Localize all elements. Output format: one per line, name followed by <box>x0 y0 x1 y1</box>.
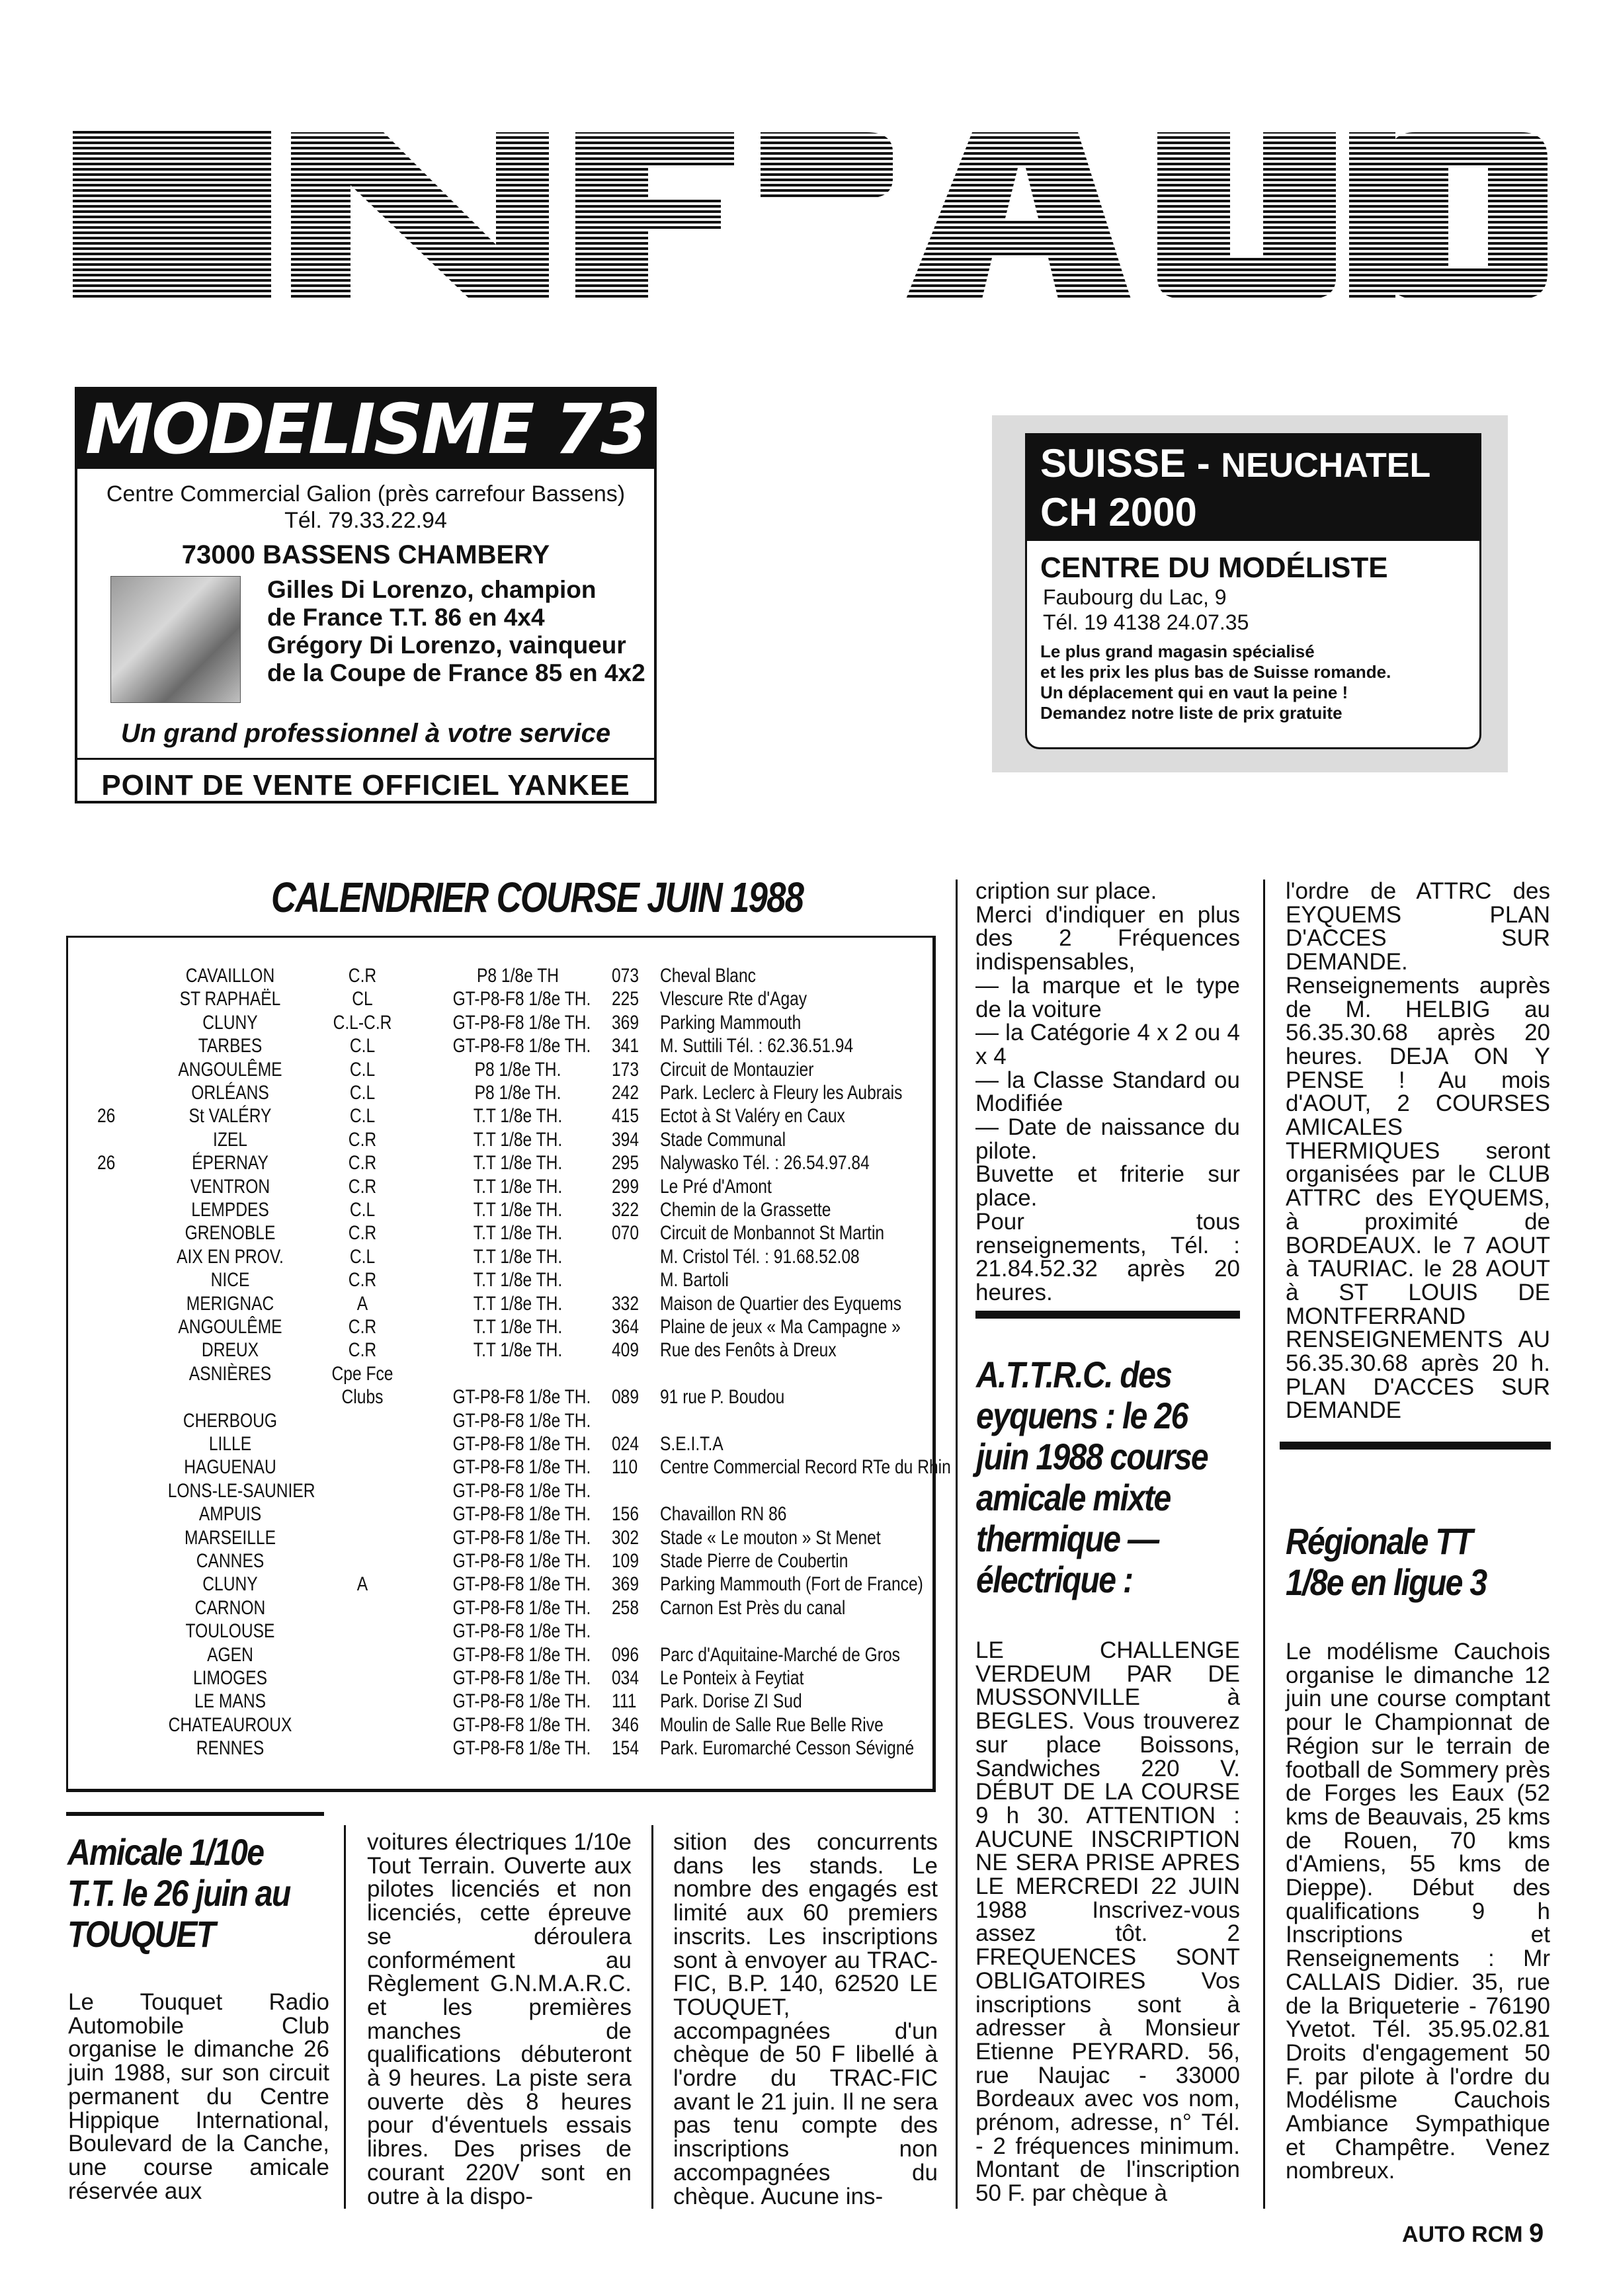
calendar-city: GRENOBLE <box>185 1222 276 1245</box>
calendar-place: Park. Leclerc à Fleury les Aubrais <box>660 1082 903 1104</box>
calendar-place: M. Suttili Tél. : 62.36.51.94 <box>660 1035 854 1057</box>
calendar-class: A <box>356 1573 368 1596</box>
champion-line: Grégory Di Lorenzo, vainqueur <box>267 632 626 659</box>
calendar-category: T.T 1/8e TH. <box>473 1105 563 1128</box>
headline-line: A.T.T.R.C. des <box>976 1354 1172 1395</box>
calendar-row <box>68 1245 932 1268</box>
calendar-class: C.L <box>349 1199 376 1221</box>
calendar-place: Le Pré d'Amont <box>660 1175 772 1198</box>
calendar-city: LEMPDES <box>191 1199 269 1221</box>
calendar-place: 91 rue P. Boudou <box>660 1386 785 1409</box>
calendar-row <box>68 1362 932 1385</box>
calendar-city: LIMOGES <box>192 1667 268 1689</box>
calendar-city: CHERBOUG <box>183 1409 278 1432</box>
calendar-row <box>68 1058 932 1081</box>
paragraph: Buvette et friterie sur place. <box>975 1161 1240 1211</box>
calendar-city: ST RAPHAËL <box>179 988 281 1010</box>
calendar-category: GT-P8-F8 1/8e TH. <box>452 1011 591 1034</box>
calendar-class: C.L <box>349 1082 376 1104</box>
calendar-row <box>68 1432 932 1456</box>
column-rule <box>344 1825 346 2209</box>
headline-line: thermique — <box>976 1518 1159 1559</box>
calendar-dept: 089 <box>612 1386 640 1409</box>
calendar-row <box>68 1034 932 1057</box>
calendar-place: Stade « Le mouton » St Menet <box>660 1526 881 1549</box>
calendar-dept: 242 <box>612 1082 640 1104</box>
attrc-body: LE CHALLENGE VERDEUM PAR DE MUSSONVILLE à BEGLES. Vous trouverez sur place Boissons, Sandwiches 220 V. DÉBUT DE LA COURSE 9 h 30. ATTENTION : AUCUNE INSCRIPTION NE SERA PRISE APRES LE MERCREDI 22 JUIN 1988 Inscrivez-vous assez tôt. 2 FREQUENCES SONT OBLIGATOIRES Vos inscriptions sont à adresser à Monsieur Etienne PEYRARD. 56, rue Naujac - 33000 Bordeaux avec vos nom, prénom, adresse, n° Tél. - 2 fréquences minimum. Montant de l'inscription 50 F. par chèque à <box>975 1637 1240 2207</box>
regionale-headline <box>1286 1521 1536 1603</box>
calendar-row <box>68 1596 932 1620</box>
calendar-category: T.T 1/8e TH. <box>473 1175 563 1198</box>
calendar-city: LILLE <box>208 1433 252 1455</box>
ad-address: Centre Commercial Galion (près carrefour Bassens) <box>106 481 626 507</box>
calendar-row <box>68 1690 932 1713</box>
calendar-category: T.T 1/8e TH. <box>473 1222 563 1245</box>
divider <box>77 758 654 760</box>
ad-logo: MODELISME 73 <box>77 390 654 469</box>
calendar-class: C.L-C.R <box>333 1011 392 1034</box>
calendar-place: Moulin de Salle Rue Belle Rive <box>660 1713 884 1736</box>
headline-line: T.T. le 26 juin au <box>67 1872 290 1914</box>
calendar-dept: 156 <box>612 1503 640 1526</box>
calendar-category: GT-P8-F8 1/8e TH. <box>452 1620 591 1643</box>
calendar-category: GT-P8-F8 1/8e TH. <box>452 1386 591 1409</box>
calendar-city: CAVAILLON <box>185 965 275 987</box>
calendar-dept: 364 <box>612 1316 640 1338</box>
calendar-category: T.T 1/8e TH. <box>473 1316 563 1338</box>
calendar-city: CLUNY <box>202 1573 258 1596</box>
calendar-row <box>68 1666 932 1690</box>
champion-line: de la Coupe de France 85 en 4x2 <box>267 659 645 686</box>
ad-tagline: Un déplacement qui en vaut la peine ! <box>1040 682 1348 702</box>
calendar-place: Circuit de Montauzier <box>660 1058 814 1081</box>
right-top-text: l'ordre de ATTRC des EYQUEMS PLAN D'ACCES SUR DEMANDE. Renseignements auprès de M. HELBIG au 56.35.30.68 après 20 heures. DEJA ON Y PENSE ! Au mois d'AOUT, 2 COURSES AMICALES THERMIQUES seront organisées par le CLUB ATTRC des EYQUEMS, à proximité de BORDEAUX. le 7 AOUT à TAURIAC. le 28 AOUT à ST LOUIS DE MONTFERRAND RENSEIGNEMENTS AU 56.35.30.68 après 20 h. PLAN D'ACCES SUR DEMANDE <box>1286 878 1550 1424</box>
calendar-row <box>68 1549 932 1573</box>
headline-line: Amicale 1/10e <box>67 1831 264 1873</box>
calendar-day: 26 <box>97 1105 116 1128</box>
calendar-dept: 299 <box>612 1175 640 1198</box>
calendar-category: P8 1/8e TH. <box>474 1058 561 1081</box>
calendar-city: St VALÉRY <box>188 1105 272 1128</box>
calendar-row <box>68 1620 932 1643</box>
calendar-city: TOULOUSE <box>185 1620 275 1643</box>
calendar-category: GT-P8-F8 1/8e TH. <box>452 1667 591 1689</box>
calendar-place: Centre Commercial Record RTe du Rhin <box>660 1456 951 1479</box>
regionale-body: Le modélisme Cauchois organise le dimanche 12 juin une course comptant pour le Championnat de Région sur le terrain de football de Sommery près de Forges les Eaux (52 kms de Beauvais, 25 kms de Rouen, 70 kms d'Amiens, 55 kms de Dieppe). Début des qualifications 9 h Inscriptions et Renseignements : Mr CALLAIS Didier. 35, rue de la Briqueterie - 76190 Yvetot. Tél. 35.95.02.81 Droits d'engagement 50 F. par pilote à l'ordre du Modélisme Cauchois Ambiance Sympathique et Champêtre. Venez nombreux. <box>1286 1639 1550 2184</box>
champion-line: Gilles Di Lorenzo, champion <box>267 576 597 603</box>
calendar-dept: 341 <box>612 1035 640 1057</box>
calendar-dept: 369 <box>612 1011 640 1034</box>
calendar-row <box>68 1104 932 1128</box>
calendar-category: GT-P8-F8 1/8e TH. <box>452 1713 591 1736</box>
calendar-dept: 394 <box>612 1128 640 1151</box>
calendar-row <box>68 1268 932 1292</box>
attrc-headline <box>976 1354 1243 1600</box>
calendar-class: C.R <box>348 1175 377 1198</box>
ad-tagline: Demandez notre liste de prix gratuite <box>1040 703 1342 723</box>
calendar-dept: 258 <box>612 1596 640 1619</box>
calendar-row <box>68 1292 932 1315</box>
calendar-row <box>68 1643 932 1666</box>
mid-top-text <box>975 880 1240 1305</box>
calendar-place: Parking Mammouth <box>660 1011 802 1034</box>
headline-line: Régionale TT <box>1286 1520 1472 1562</box>
divider <box>1280 1442 1551 1450</box>
calendar-row <box>68 1128 932 1151</box>
calendar-place: Nalywasko Tél. : 26.54.97.84 <box>660 1152 870 1174</box>
calendar-dept: 109 <box>612 1550 640 1572</box>
calendar-city: ORLÉANS <box>191 1082 269 1104</box>
calendar-place: Park. Dorise ZI Sud <box>660 1690 802 1713</box>
ad-zip: CH 2000 <box>1040 490 1197 534</box>
calendar-category: GT-P8-F8 1/8e TH. <box>452 1550 591 1572</box>
calendar-category: T.T 1/8e TH. <box>473 1292 563 1315</box>
calendar-row <box>68 1221 932 1245</box>
calendar-place: Parc d'Aquitaine-Marché de Gros <box>660 1643 900 1666</box>
calendar-row <box>68 1409 932 1432</box>
ad-point-of-sale: POINT DE VENTE OFFICIEL YANKEE <box>101 769 630 801</box>
calendar-city: CHATEAUROUX <box>168 1713 292 1736</box>
calendar-class: C.R <box>348 1152 377 1174</box>
ad-city: 73000 BASSENS CHAMBERY <box>181 540 550 569</box>
calendar-category: GT-P8-F8 1/8e TH. <box>452 1433 591 1455</box>
calendar-row <box>68 1081 932 1104</box>
calendar-city: IZEL <box>213 1128 247 1151</box>
calendar-row <box>68 1011 932 1034</box>
calendar-category: P8 1/8e TH <box>477 965 559 987</box>
calendar-table <box>66 936 951 1792</box>
headline-line: TOUQUET <box>67 1913 215 1955</box>
headline-line: eyquens : le 26 <box>976 1395 1188 1436</box>
calendar-row <box>68 1151 932 1174</box>
calendar-category: GT-P8-F8 1/8e TH. <box>452 1737 591 1760</box>
calendar-class: C.L <box>349 1245 376 1268</box>
champions-text <box>267 576 645 703</box>
calendar-place: M. Cristol Tél. : 91.68.52.08 <box>660 1245 860 1268</box>
touquet-col-1: Le Touquet Radio Automobile Club organise le dimanche 26 juin 1988, sur son circuit permanent du Centre Hippique International, Boulevard de la Canche, une course amicale réservée aux <box>68 1989 329 2204</box>
calendar-place: Park. Euromarché Cesson Sévigné <box>660 1737 915 1760</box>
calendar-city: CANNES <box>196 1550 265 1572</box>
calendar-dept: 024 <box>612 1433 640 1455</box>
calendar-row <box>68 1175 932 1198</box>
calendar-city: CARNON <box>194 1596 266 1619</box>
calendar-category: GT-P8-F8 1/8e TH. <box>452 1409 591 1432</box>
calendar-category: T.T 1/8e TH. <box>473 1152 563 1174</box>
calendar-city: VENTRON <box>190 1175 270 1198</box>
calendar-place: Cheval Blanc <box>660 965 756 987</box>
calendar-class: C.R <box>348 1128 377 1151</box>
calendar-dept: 369 <box>612 1573 640 1596</box>
paragraph: — la marque et le type de la voiture <box>975 972 1240 1022</box>
headline-line: électrique : <box>976 1559 1133 1600</box>
calendar-dept: 295 <box>612 1152 640 1174</box>
calendar-category: T.T 1/8e TH. <box>473 1128 563 1151</box>
calendar-place: Circuit de Monbannot St Martin <box>660 1222 885 1245</box>
divider <box>975 1311 1240 1319</box>
calendar-dept: 225 <box>612 988 640 1010</box>
ad-separator: - <box>1196 441 1210 485</box>
calendar-place: Vlescure Rte d'Agay <box>660 988 807 1010</box>
calendar-place: Stade Pierre de Coubertin <box>660 1550 848 1572</box>
calendar-class: Clubs <box>341 1386 384 1409</box>
calendar-row <box>68 1713 932 1737</box>
calendar-city: AIX EN PROV. <box>177 1245 284 1268</box>
calendar-category: T.T 1/8e TH. <box>473 1339 563 1362</box>
column-rule <box>956 880 958 2209</box>
calendar-class: C.L <box>349 1035 376 1057</box>
calendar-row <box>68 1385 932 1409</box>
divider <box>66 1812 324 1816</box>
touquet-col-2: voitures électriques 1/10e Tout Terrain. Ouverte aux pilotes licenciés et non licenciés, cette épreuve se déroulera conformément au Règlement G.N.M.A.R.C. et les premières manches de qualifications débuteront à 9 heures. La piste sera ouverte dès 8 heures pour d'éventuels essais libres. Des prises de courant 220V sont en outre à la dispo- <box>367 1829 632 2209</box>
paragraph: — la Classe Standard ou Modifiée <box>975 1067 1240 1117</box>
calendar-row <box>68 1456 951 1479</box>
column-rule <box>651 1825 653 2209</box>
paragraph: — Date de naissance du pilote. <box>975 1114 1240 1164</box>
calendar-category: GT-P8-F8 1/8e TH. <box>452 1503 591 1526</box>
calendar-category: GT-P8-F8 1/8e TH. <box>452 1479 591 1502</box>
ad-suisse-header <box>1027 435 1479 541</box>
calendar-dept: 110 <box>612 1456 638 1479</box>
calendar-class: A <box>356 1292 368 1315</box>
calendar-city: ANGOULÊME <box>178 1058 282 1081</box>
calendar-dept: 409 <box>612 1339 640 1362</box>
calendar-class: C.L <box>349 1105 376 1128</box>
calendar-city: DREUX <box>201 1339 259 1362</box>
calendar-row <box>68 1338 932 1362</box>
calendar-row <box>68 1502 932 1526</box>
calendar-title: CALENDRIER COURSE JUIN 1988 <box>271 874 804 921</box>
ad-city: NEUCHATEL <box>1221 446 1431 485</box>
calendar-category: T.T 1/8e TH. <box>473 1245 563 1268</box>
calendar-dept: 034 <box>612 1667 640 1689</box>
ad-slogan: Un grand professionnel à votre service <box>120 719 611 748</box>
column-rule <box>1263 880 1265 2209</box>
calendar-dept: 173 <box>612 1058 640 1081</box>
ad-tagline: Le plus grand magasin spécialisé <box>1040 641 1315 661</box>
calendar-city: ÉPERNAY <box>192 1152 268 1174</box>
calendar-row <box>68 1526 932 1549</box>
touquet-col-3: sition des concurrents dans les stands. Le nombre des engagés est limité aux 60 premiers inscrits. Les inscriptions sont à envoyer au TRAC-FIC, B.P. 140, 62520 LE TOUQUET, accompagnées d'un chèque de 50 F libellé à l'ordre du TRAC-FIC avant le 21 juin. Il ne sera pas tenu compte des inscriptions non accompagnées du chèque. Aucune ins- <box>673 1829 938 2209</box>
calendar-category: T.T 1/8e TH. <box>473 1269 563 1292</box>
calendar-category: GT-P8-F8 1/8e TH. <box>452 1690 591 1713</box>
calendar-place: Le Ponteix à Feytiat <box>660 1667 804 1689</box>
ad-phone: Tél. 79.33.22.94 <box>284 508 447 533</box>
page-number: 9 <box>1529 2219 1544 2248</box>
calendar-city: MERIGNAC <box>186 1292 274 1315</box>
calendar-city: MARSEILLE <box>184 1526 276 1549</box>
calendar-place: Stade Communal <box>660 1128 786 1151</box>
page-footer <box>1402 2219 1544 2248</box>
calendar-day: 26 <box>97 1152 116 1174</box>
calendar-class: C.R <box>348 1269 377 1292</box>
calendar-class: CL <box>352 988 373 1010</box>
calendar-row <box>68 987 932 1010</box>
calendar-place: Carnon Est Près du canal <box>660 1596 846 1619</box>
paragraph: — la Catégorie 4 x 2 ou 4 x 4 <box>975 1020 1240 1069</box>
calendar-class: C.R <box>348 1222 377 1245</box>
calendar-category: GT-P8-F8 1/8e TH. <box>452 1035 591 1057</box>
calendar-row <box>68 964 932 987</box>
calendar-category: GT-P8-F8 1/8e TH. <box>452 988 591 1010</box>
calendar-dept: 302 <box>612 1526 640 1549</box>
calendar-category: GT-P8-F8 1/8e TH. <box>452 1526 591 1549</box>
calendar-category: GT-P8-F8 1/8e TH. <box>452 1596 591 1619</box>
calendar-dept: 096 <box>612 1643 640 1666</box>
ad-modelisme-73 <box>75 387 657 803</box>
calendar-dept: 154 <box>612 1737 640 1760</box>
calendar-place: Parking Mammouth (Fort de France) <box>660 1573 923 1596</box>
paragraph: cription sur place. <box>975 878 1157 904</box>
champion-line: de France T.T. 86 en 4x4 <box>267 604 545 631</box>
calendar-city: CLUNY <box>202 1011 258 1034</box>
calendar-class: C.R <box>348 1316 377 1338</box>
touquet-headline <box>67 1832 329 1955</box>
calendar-dept: 073 <box>612 965 640 987</box>
calendar-class: C.R <box>348 965 377 987</box>
calendar-place: M. Bartoli <box>660 1269 729 1292</box>
calendar-city: ASNIÈRES <box>188 1362 272 1385</box>
calendar-dept: 332 <box>612 1292 640 1315</box>
calendar-place: Ectot à St Valéry en Caux <box>660 1105 845 1128</box>
calendar-dept: 346 <box>612 1713 640 1736</box>
calendar-city: TARBES <box>198 1035 263 1057</box>
ad-tagline: et les prix les plus bas de Suisse romande. <box>1040 662 1391 682</box>
calendar-dept: 415 <box>612 1105 640 1128</box>
calendar-dept: 111 <box>612 1690 637 1713</box>
calendar-category: T.T 1/8e TH. <box>473 1199 563 1221</box>
calendar-category: GT-P8-F8 1/8e TH. <box>452 1643 591 1666</box>
ad-suisse <box>1025 433 1481 749</box>
calendar-city: LONS-LE-SAUNIER <box>167 1479 315 1502</box>
calendar-class: Cpe Fce <box>331 1362 393 1385</box>
masthead-logo <box>73 126 1548 308</box>
calendar-row <box>68 1479 932 1502</box>
calendar-city: AGEN <box>207 1643 253 1666</box>
champions-photo <box>110 576 241 703</box>
calendar-class: C.L <box>349 1058 376 1081</box>
ad-street: Faubourg du Lac, 9 <box>1043 585 1227 609</box>
calendar-place: Plaine de jeux « Ma Campagne » <box>660 1316 901 1338</box>
ad-country: SUISSE <box>1040 441 1186 485</box>
calendar-row <box>68 1315 932 1338</box>
headline-line: 1/8e en ligue 3 <box>1286 1561 1487 1603</box>
calendar-category: GT-P8-F8 1/8e TH. <box>452 1573 591 1596</box>
calendar-city: NICE <box>210 1269 250 1292</box>
calendar-city: LE MANS <box>194 1690 267 1713</box>
calendar-place: Maison de Quartier des Eyquems <box>660 1292 902 1315</box>
paragraph: Pour tous renseignements, Tél. : 21.84.52.32 après 20 heures. <box>975 1208 1240 1305</box>
calendar-category: GT-P8-F8 1/8e TH. <box>452 1456 591 1479</box>
paragraph: Merci d'indiquer en plus des 2 Fréquences indispensables, <box>975 901 1240 975</box>
calendar-place: Chavaillon RN 86 <box>660 1503 787 1526</box>
calendar-city: RENNES <box>196 1737 265 1760</box>
calendar-dept: 070 <box>612 1222 640 1245</box>
calendar-place: S.E.I.T.A <box>660 1433 723 1455</box>
headline-line: juin 1988 course <box>976 1436 1208 1477</box>
headline-line: amicale mixte <box>976 1477 1171 1518</box>
ad-champions-block <box>77 576 654 703</box>
calendar-row <box>68 1198 932 1221</box>
calendar-class: C.R <box>348 1339 377 1362</box>
calendar-place: Chemin de la Grassette <box>660 1199 831 1221</box>
calendar-row <box>68 1737 932 1760</box>
ad-country-line <box>1040 440 1466 489</box>
calendar-place: Rue des Fenôts à Dreux <box>660 1339 837 1362</box>
calendar-city: HAGUENAU <box>184 1456 276 1479</box>
calendar-dept: 322 <box>612 1199 640 1221</box>
calendar-row <box>68 1573 932 1596</box>
calendar-city: ANGOULÊME <box>178 1316 282 1338</box>
calendar-category: P8 1/8e TH. <box>474 1082 561 1104</box>
magazine-name: AUTO RCM <box>1402 2222 1523 2247</box>
calendar-city: AMPUIS <box>198 1503 262 1526</box>
ad-phone: Tél. 19 4138 24.07.35 <box>1043 610 1249 634</box>
ad-shop-name: CENTRE DU MODÉLISTE <box>1040 552 1388 584</box>
